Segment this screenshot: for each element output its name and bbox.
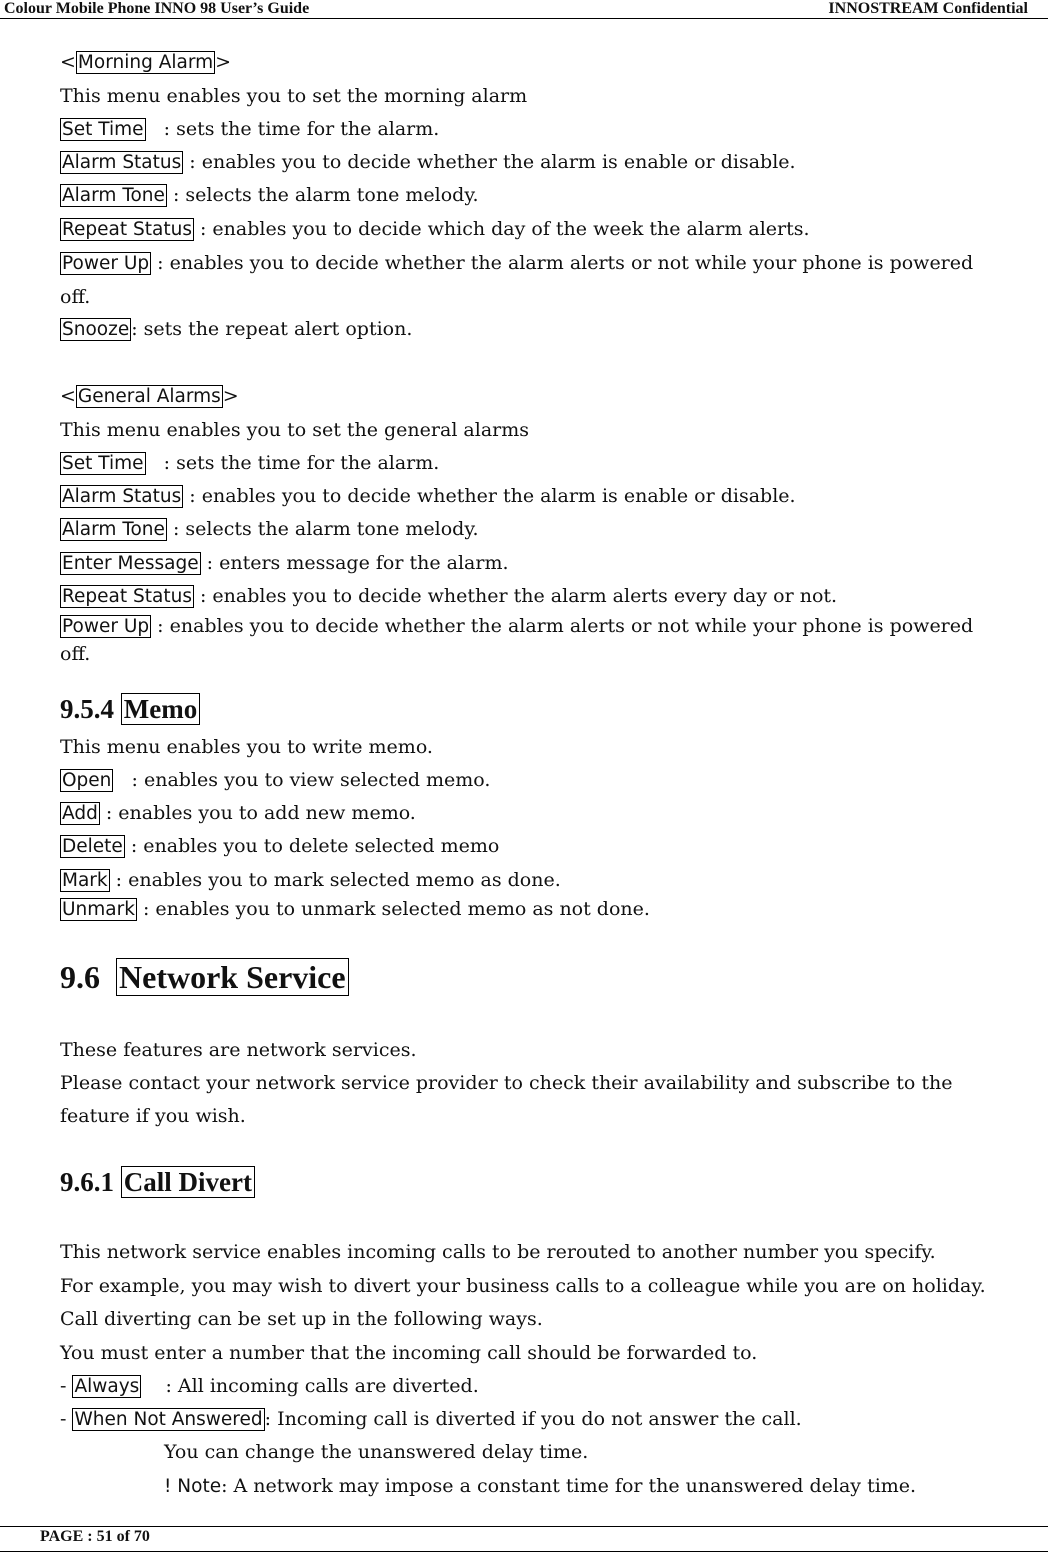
list-item: Add : enables you to add new memo. xyxy=(62,802,416,824)
list-item: Alarm Tone : selects the alarm tone melody. xyxy=(62,184,479,206)
list-item: Snooze : sets the repeat alert option. xyxy=(62,318,413,340)
page-header xyxy=(0,0,1048,19)
list-item: - Always : All incoming calls are diverted. xyxy=(60,1375,479,1397)
list-item: Unmark : enables you to unmark selected memo as not done. xyxy=(62,898,650,920)
list-item: Alarm Tone : selects the alarm tone melody. xyxy=(62,518,479,540)
general-intro: This menu enables you to set the general alarms xyxy=(60,419,530,441)
morning-alarm-heading: < Morning Alarm > xyxy=(60,51,232,73)
list-item: Set Time : sets the time for the alarm. xyxy=(62,452,440,474)
list-item: Open : enables you to view selected memo. xyxy=(62,769,491,791)
divert-line-1: This network service enables incoming calls to be rerouted to another number you specify. xyxy=(60,1241,936,1263)
network-para-3: feature if you wish. xyxy=(60,1105,246,1127)
wrap-text: off. xyxy=(60,286,91,308)
divert-line-2: For example, you may wish to divert your business calls to a colleague while you are on holiday. xyxy=(60,1275,986,1297)
list-item: Power Up : enables you to decide whether the alarm alerts or not while your phone is powered xyxy=(62,615,974,637)
divert-delay-text: You can change the unanswered delay time. xyxy=(164,1441,589,1463)
list-item: Alarm Status : enables you to decide whether the alarm is enable or disable. xyxy=(62,485,796,507)
list-item: Alarm Status : enables you to decide whether the alarm is enable or disable. xyxy=(62,151,796,173)
page-number: PAGE : 51 of 70 xyxy=(40,1528,150,1545)
note-line: ! Note: A network may impose a constant time for the unanswered delay time. xyxy=(164,1475,917,1497)
page-footer xyxy=(0,1526,1048,1552)
header-title: Colour Mobile Phone INNO 98 User’s Guide xyxy=(4,0,310,17)
divert-line-3: Call diverting can be set up in the following ways. xyxy=(60,1308,543,1330)
list-item: Set Time : sets the time for the alarm. xyxy=(62,118,440,140)
network-service-heading: 9.6 Network Service xyxy=(60,957,349,997)
memo-intro: This menu enables you to write memo. xyxy=(60,736,433,758)
list-item: Repeat Status : enables you to decide whether the alarm alerts every day or not. xyxy=(62,585,838,607)
memo-heading: 9.5.4 Memo xyxy=(60,692,200,726)
list-item: Delete : enables you to delete selected memo xyxy=(62,835,500,857)
network-para-1: These features are network services. xyxy=(60,1039,417,1061)
call-divert-heading: 9.6.1 Call Divert xyxy=(60,1165,255,1199)
list-item: Repeat Status : enables you to decide which day of the week the alarm alerts. xyxy=(62,218,810,240)
list-item: Power Up : enables you to decide whether the alarm alerts or not while your phone is powered xyxy=(62,252,974,274)
list-item: Enter Message : enters message for the alarm. xyxy=(62,552,509,574)
general-alarms-heading: < General Alarms > xyxy=(60,385,239,407)
header-confidential: INNOSTREAM Confidential xyxy=(828,0,1028,17)
network-para-2: Please contact your network service provider to check their availability and subscribe to the xyxy=(60,1072,953,1094)
divert-line-4: You must enter a number that the incoming call should be forwarded to. xyxy=(60,1342,758,1364)
list-item: Mark : enables you to mark selected memo as done. xyxy=(62,869,561,891)
list-item: - When Not Answered : Incoming call is diverted if you do not answer the call. xyxy=(60,1408,802,1430)
wrap-text: off. xyxy=(60,643,91,665)
morning-intro: This menu enables you to set the morning alarm xyxy=(60,85,528,107)
